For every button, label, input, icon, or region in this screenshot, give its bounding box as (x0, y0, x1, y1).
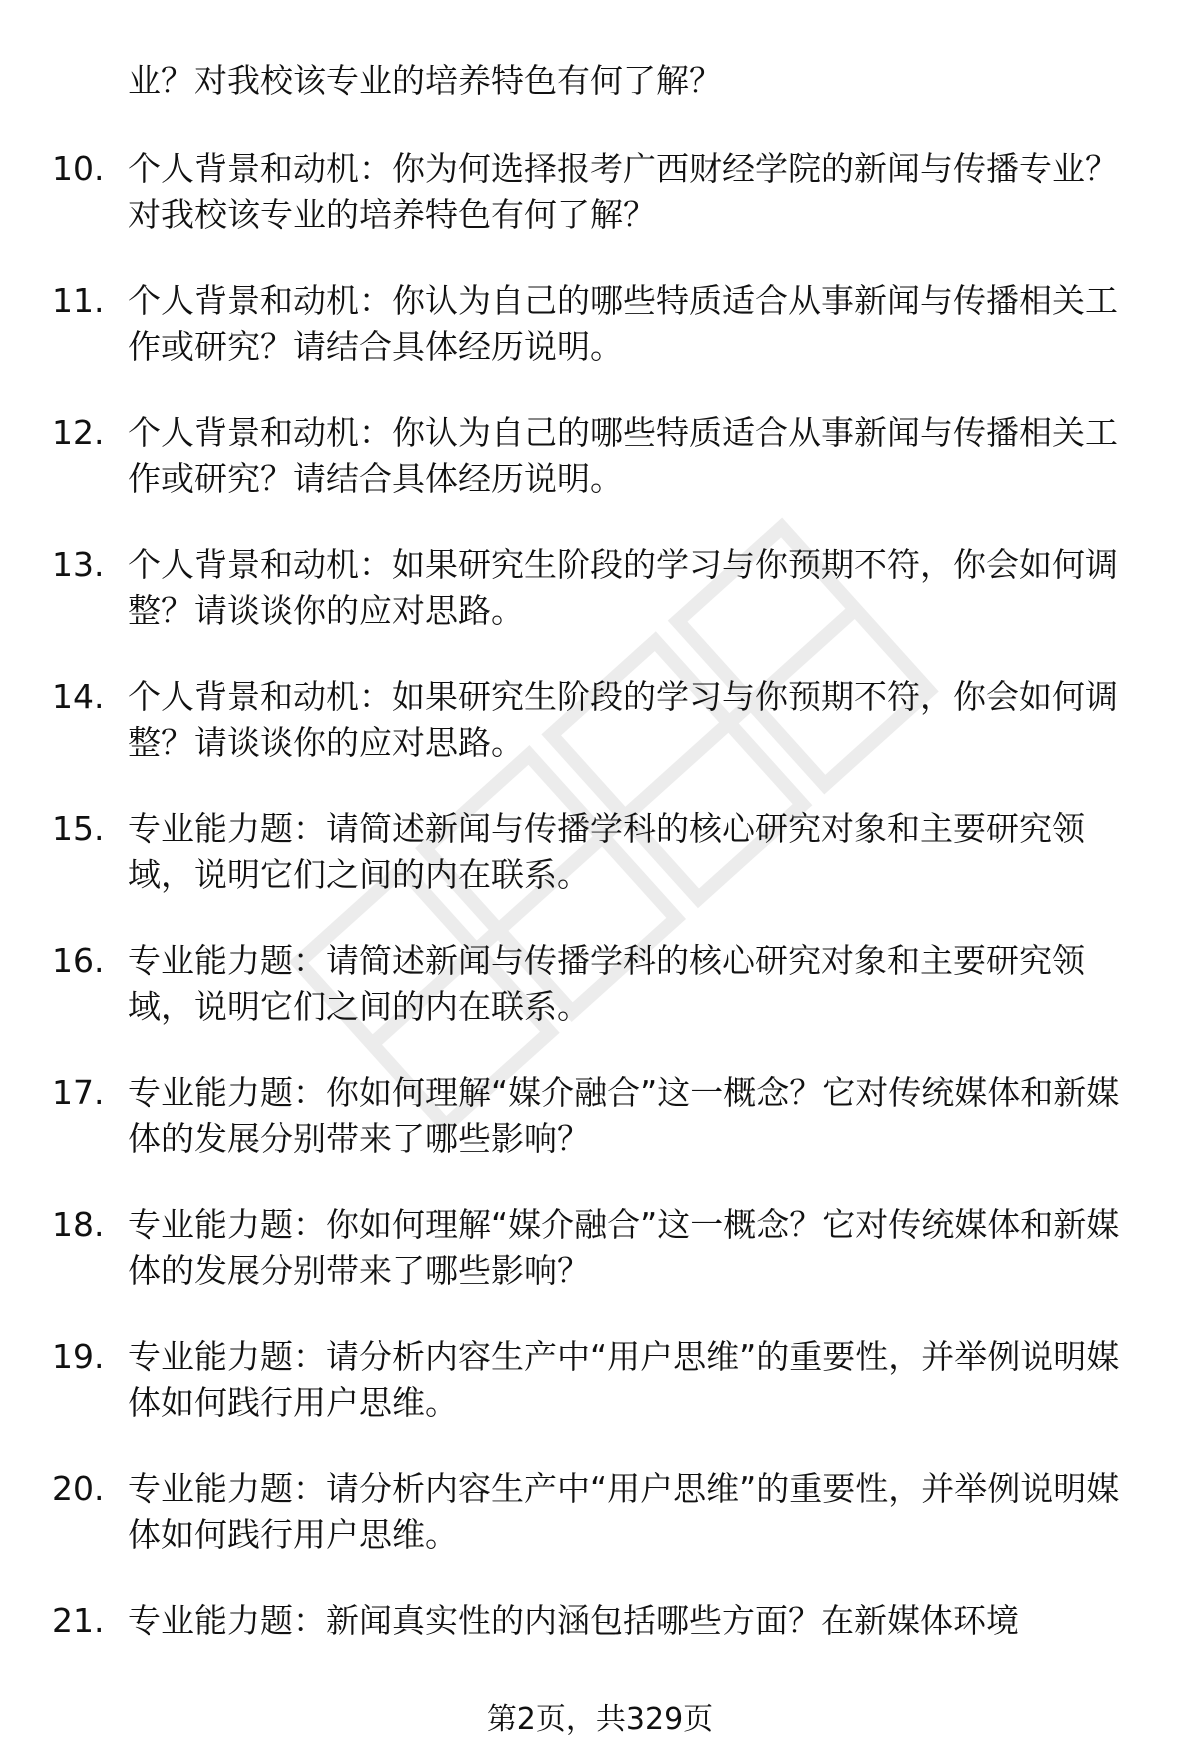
question-text: 个人背景和动机：你认为自己的哪些特质适合从事新闻与传播相关工作或研究？请结合具体经历说明。 (128, 413, 1118, 498)
question-item (0, 146, 1200, 278)
question-number: 12. (52, 413, 105, 452)
question-item (0, 542, 1200, 674)
question-item (0, 1466, 1200, 1598)
question-text: 个人背景和动机：你为何选择报考广西财经学院的新闻与传播专业？对我校该专业的培养特色有何了解？ (128, 149, 1118, 234)
question-text: 专业能力题：请简述新闻与传播学科的核心研究对象和主要研究领域，说明它们之间的内在联系。 (128, 941, 1085, 1026)
question-text: 专业能力题：请分析内容生产中“用户思维”的重要性，并举例说明媒体如何践行用户思维。 (128, 1337, 1120, 1422)
question-text: 个人背景和动机：如果研究生阶段的学习与你预期不符，你会如何调整？请谈谈你的应对思路。 (128, 545, 1118, 630)
question-text: 个人背景和动机：如果研究生阶段的学习与你预期不符，你会如何调整？请谈谈你的应对思路。 (128, 677, 1118, 762)
question-list (0, 146, 1200, 1730)
question-item (0, 1334, 1200, 1466)
question-item (0, 410, 1200, 542)
question-number: 13. (52, 545, 105, 584)
question-item (0, 938, 1200, 1070)
question-text: 专业能力题：你如何理解“媒介融合”这一概念？它对传统媒体和新媒体的发展分别带来了哪些影响？ (128, 1073, 1120, 1158)
question-number: 21. (52, 1601, 105, 1640)
question-number: 10. (52, 149, 105, 188)
continuation-text: 业？对我校该专业的培养特色有何了解？ (128, 61, 722, 100)
question-text: 专业能力题：请分析内容生产中“用户思维”的重要性，并举例说明媒体如何践行用户思维。 (128, 1469, 1120, 1554)
question-number: 16. (52, 941, 105, 980)
question-item (0, 674, 1200, 806)
question-number: 19. (52, 1337, 105, 1376)
question-text: 专业能力题：你如何理解“媒介融合”这一概念？它对传统媒体和新媒体的发展分别带来了哪些影响？ (128, 1205, 1120, 1290)
question-text: 专业能力题：请简述新闻与传播学科的核心研究对象和主要研究领域，说明它们之间的内在联系。 (128, 809, 1085, 894)
question-number: 11. (52, 281, 105, 320)
question-item (0, 1070, 1200, 1202)
question-number: 18. (52, 1205, 105, 1244)
question-number: 20. (52, 1469, 105, 1508)
question-text: 个人背景和动机：你认为自己的哪些特质适合从事新闻与传播相关工作或研究？请结合具体经历说明。 (128, 281, 1118, 366)
question-number: 15. (52, 809, 105, 848)
question-item (0, 278, 1200, 410)
question-item (0, 1202, 1200, 1334)
question-item (0, 806, 1200, 938)
question-number: 14. (52, 677, 105, 716)
page-footer: 第2页，共329页 (486, 1702, 714, 1737)
question-text: 专业能力题：新闻真实性的内涵包括哪些方面？在新媒体环境 (128, 1601, 1019, 1640)
question-number: 17. (52, 1073, 105, 1112)
